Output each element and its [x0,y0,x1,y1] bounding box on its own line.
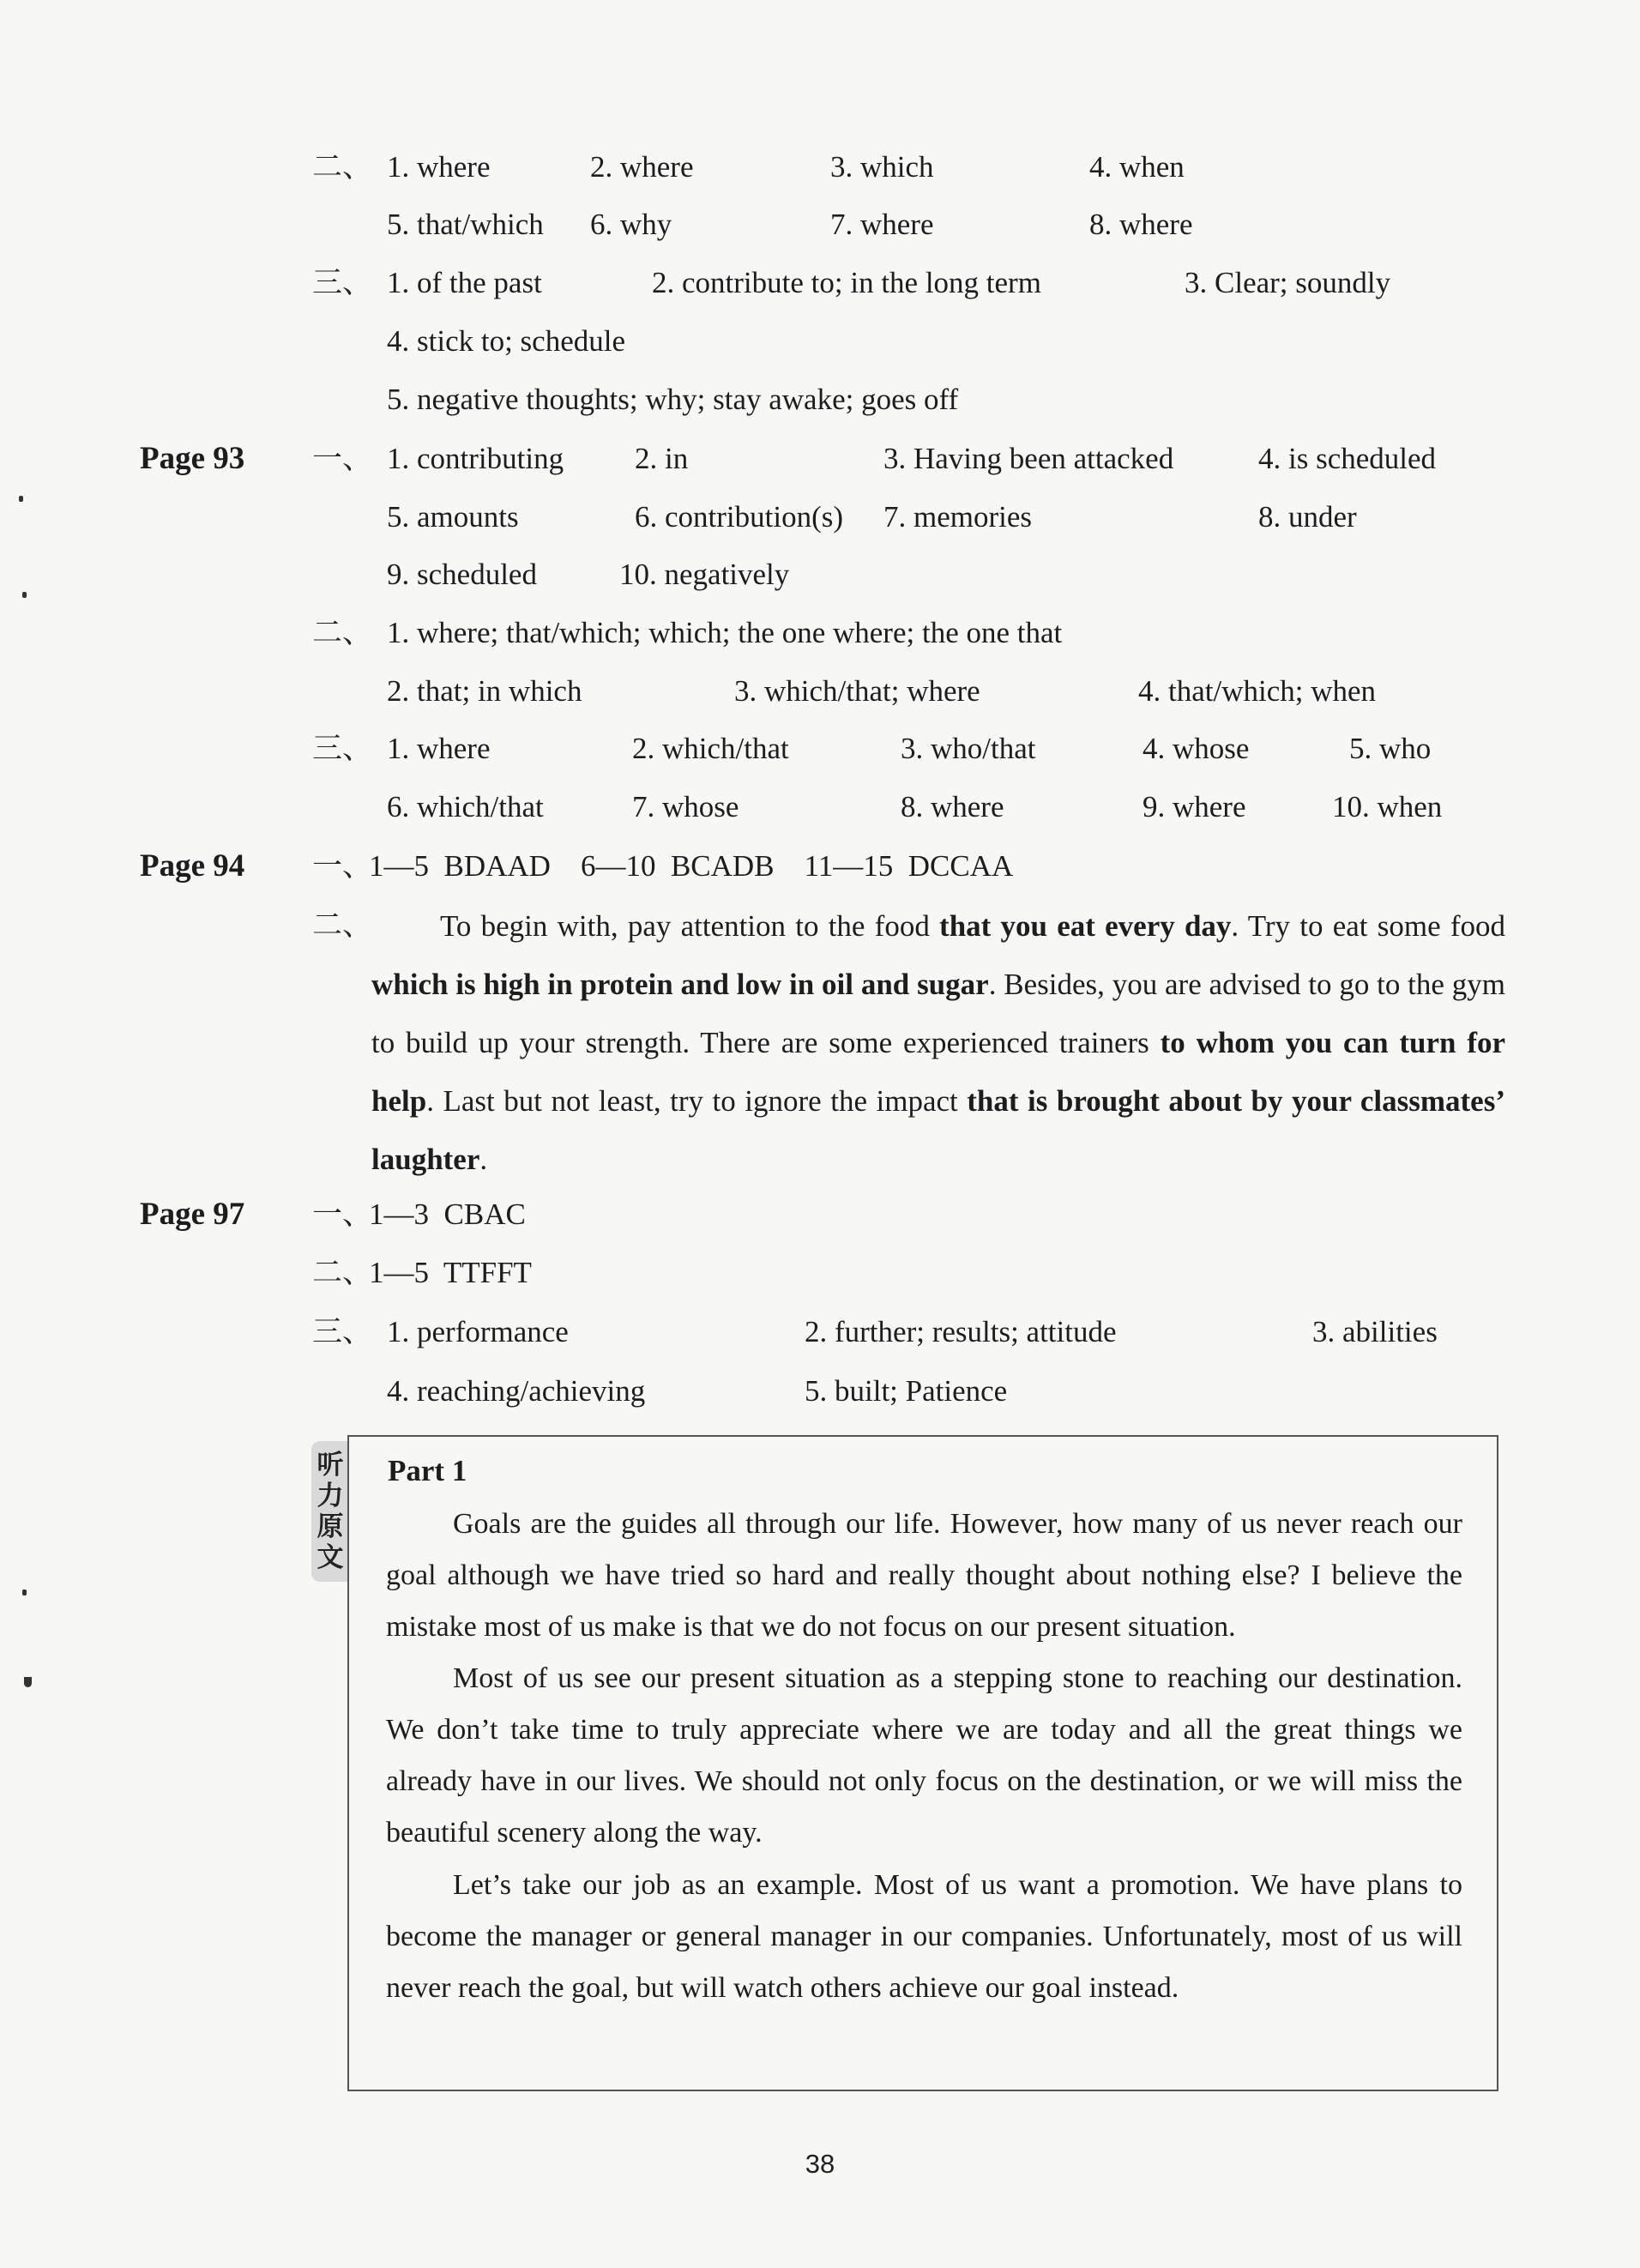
essay-bold-segment: that is brought about by your classmates’ laughter [371,1084,1505,1176]
page-heading: Page 93 [140,441,245,476]
answer-item: 2. where [590,150,694,184]
answer-item: 5. who [1349,732,1432,765]
answer-item: 1. where [387,150,491,184]
section-marker: 一、 [312,1197,373,1231]
tab-label-char: 力 [317,1481,344,1511]
essay-bold-segment: which is high in protein and low in oil and sugar [371,968,989,1001]
essay-segment: . Last but not least, try to ignore the impact [426,1084,968,1118]
listening-transcript-tab [311,1441,349,1582]
answer-item: 4. when [1089,150,1185,184]
transcript-paragraph: Let’s take our job as an example. Most of us want a promotion. We have plans to become the manager or general manager in our companies. Unfortunately, most of us will never reach the goal, but will watch others achieve our goal instead. [386,1869,1462,2004]
scan-speck [22,1589,27,1595]
part-title: Part 1 [388,1454,467,1487]
answer-item: 2. which/that [632,732,789,765]
transcript-paragraph: Most of us see our present situation as a stepping stone to reaching our destination. We don’t take time to truly appreciate where we are today and all the great things we already have in our lives. We should not only focus on the destination, or we will miss the beautiful scenery along the way. [386,1662,1462,1849]
answer-item: 6. contribution(s) [635,500,844,534]
answer-item: 7. where [830,208,934,241]
answer-item: 9. where [1143,790,1246,823]
answer-item: 1. of the past [387,266,542,299]
answer-item: 1. contributing [387,442,564,475]
answer-item: 2. contribute to; in the long term [652,266,1041,299]
answer-item: 6. why [590,208,672,241]
tab-label [317,1450,344,1573]
essay-segment: . Besides, you are advised to go to the gym to build up your strength. There are some experienced trainers [371,968,1505,1059]
essay-bold-segment: that you eat every day [939,909,1232,943]
answer-item: 1. where; that/which; which; the one where; the one that [387,616,1063,649]
answer-item: 4. stick to; schedule [387,324,626,358]
section-marker: 三、 [312,266,373,299]
model-paragraph [371,897,1505,1189]
answer-line: 1—3 CBAC [369,1197,526,1231]
answer-item: 4. is scheduled [1258,442,1437,475]
essay-segment: . [479,1143,488,1176]
answer-item: 8. where [1089,208,1193,241]
scan-speck [22,592,27,598]
answer-item: 3. who/that [901,732,1036,765]
answer-item: 5. negative thoughts; why; stay awake; goes off [387,383,959,416]
answer-item: 7. whose [632,790,739,823]
section-marker: 三、 [312,732,373,765]
answer-item: 3. abilities [1312,1315,1438,1348]
answer-item: 2. in [635,442,689,475]
section-marker: 一、 [312,849,373,883]
page-heading: Page 97 [140,1197,245,1232]
transcript-paragraph: Goals are the guides all through our life. However, how many of us never reach our goal although we have tried so hard and really thought about nothing else? I believe the mistake most of us make is that we do not focus on our present situation. [386,1508,1462,1643]
section-marker: 二、 [312,908,373,942]
scan-speck [19,496,23,502]
answer-item: 2. further; results; attitude [805,1315,1117,1348]
answer-item: 10. when [1332,790,1443,823]
answer-item: 3. which/that; where [734,674,980,708]
answer-item: 3. Having been attacked [883,442,1174,475]
answer-item: 8. under [1258,500,1357,534]
answer-item: 4. reaching/achieving [387,1374,646,1408]
answer-item: 2. that; in which [387,674,582,708]
tab-label-char: 文 [317,1542,344,1573]
page-heading: Page 94 [140,848,245,884]
answer-item: 5. that/which [387,208,544,241]
answer-item: 8. where [901,790,1004,823]
tab-label-char: 原 [317,1511,344,1542]
essay-bold-segment: to whom you can turn for help [371,1026,1506,1118]
scan-speck [24,1677,32,1687]
answer-item: 5. built; Patience [805,1374,1008,1408]
answer-item: 5. amounts [387,500,519,534]
section-marker: 三、 [312,1315,373,1348]
section-marker: 一、 [312,442,373,475]
section-marker: 二、 [312,150,373,184]
answer-item: 10. negatively [619,558,790,591]
page-number: 38 [805,2149,835,2179]
answer-line: 1—5 BDAAD 6—10 BCADB 11—15 DCCAA [369,849,1014,883]
answer-item: 3. Clear; soundly [1185,266,1391,299]
tab-label-char: 听 [317,1450,344,1481]
answer-item: 7. memories [883,500,1033,534]
answer-item: 4. whose [1143,732,1250,765]
essay-segment: To begin with, pay attention to the food [440,909,940,943]
essay-segment: . Try to eat some food [1231,909,1505,943]
answer-item: 1. where [387,732,491,765]
answer-line: 1—5 TTFFT [369,1256,532,1289]
answer-item: 3. which [830,150,934,184]
section-marker: 二、 [312,1256,373,1289]
answer-item: 9. scheduled [387,558,537,591]
answer-item: 1. performance [387,1315,569,1348]
answer-item: 4. that/which; when [1138,674,1377,708]
section-marker: 二、 [312,616,373,649]
answer-item: 6. which/that [387,790,544,823]
